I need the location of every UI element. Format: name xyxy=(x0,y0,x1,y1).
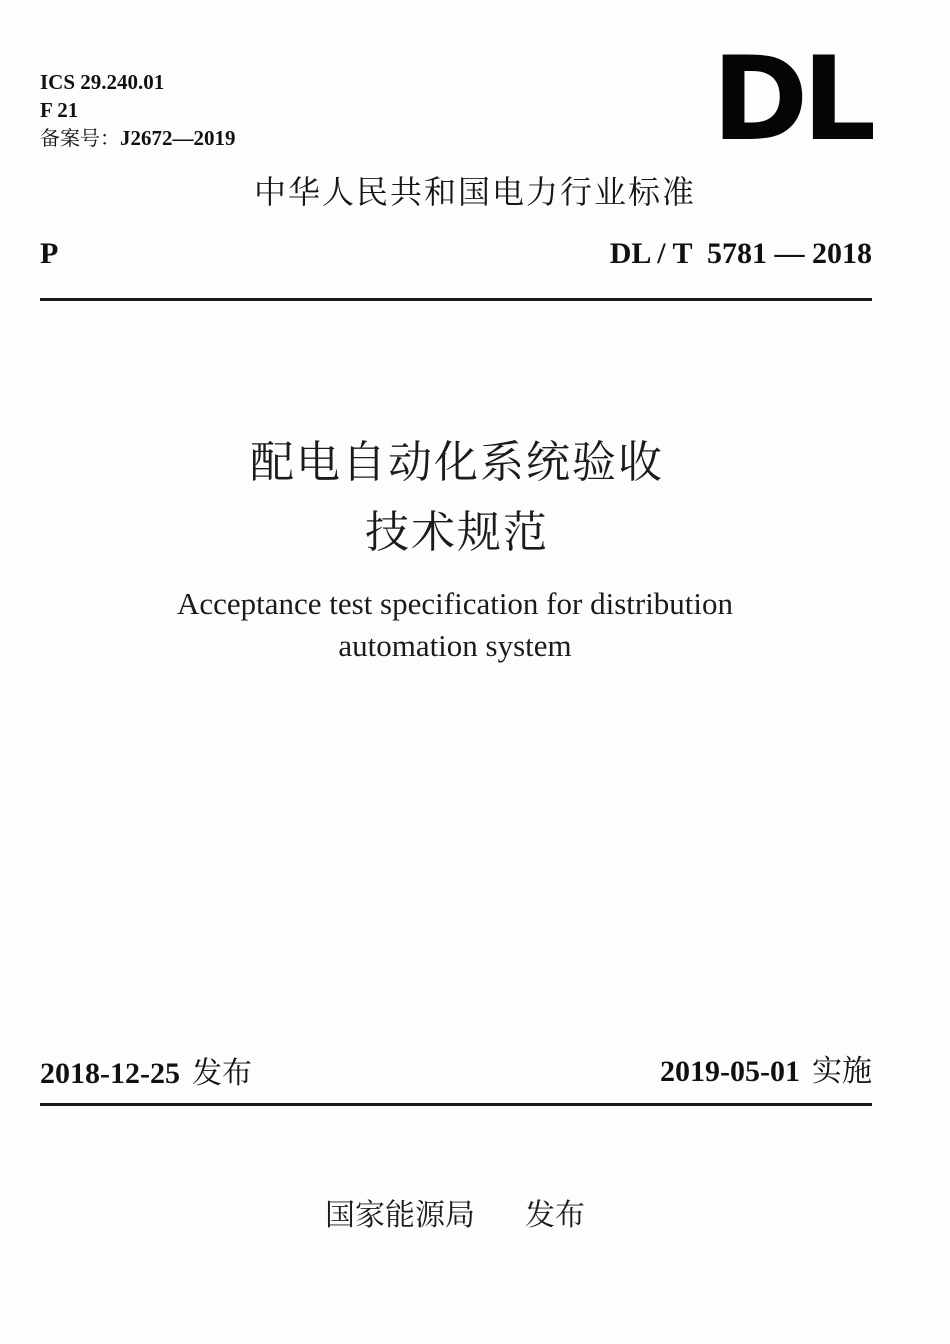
english-title-line-2: automation system xyxy=(338,628,572,663)
publisher-action: 发布 xyxy=(525,1198,585,1233)
ccs-code: F 21 xyxy=(40,98,79,122)
record-number: J2672—2019 xyxy=(120,126,236,150)
issue-date-block xyxy=(40,1055,252,1093)
standard-number: DL / T 5781 — 2018 xyxy=(609,237,872,270)
publisher-name: 国家能源局 xyxy=(325,1198,475,1233)
implementation-date-block xyxy=(660,1053,872,1091)
record-line xyxy=(40,124,236,152)
english-title-line-1: Acceptance test specification for distribution xyxy=(176,586,734,621)
dl-logo: DL xyxy=(712,32,871,167)
publisher-line xyxy=(0,1196,950,1236)
standard-title: 中华人民共和国电力行业标准 xyxy=(253,173,696,211)
implementation-label: 实施 xyxy=(812,1054,872,1089)
issue-label: 发布 xyxy=(191,1056,252,1091)
implementation-date: 2019-05-01 xyxy=(660,1055,800,1088)
document-metadata xyxy=(40,68,236,152)
top-divider xyxy=(40,298,872,301)
category-code: P xyxy=(40,237,59,270)
ics-code: ICS 29.240.01 xyxy=(40,70,165,94)
chinese-title-line-2: 技术规范 xyxy=(365,507,549,558)
bottom-divider xyxy=(40,1103,872,1106)
record-label: 备案号： xyxy=(40,126,120,150)
issue-date: 2018-12-25 xyxy=(40,1057,180,1090)
chinese-title-line-1: 配电自动化系统验收 xyxy=(250,437,664,488)
